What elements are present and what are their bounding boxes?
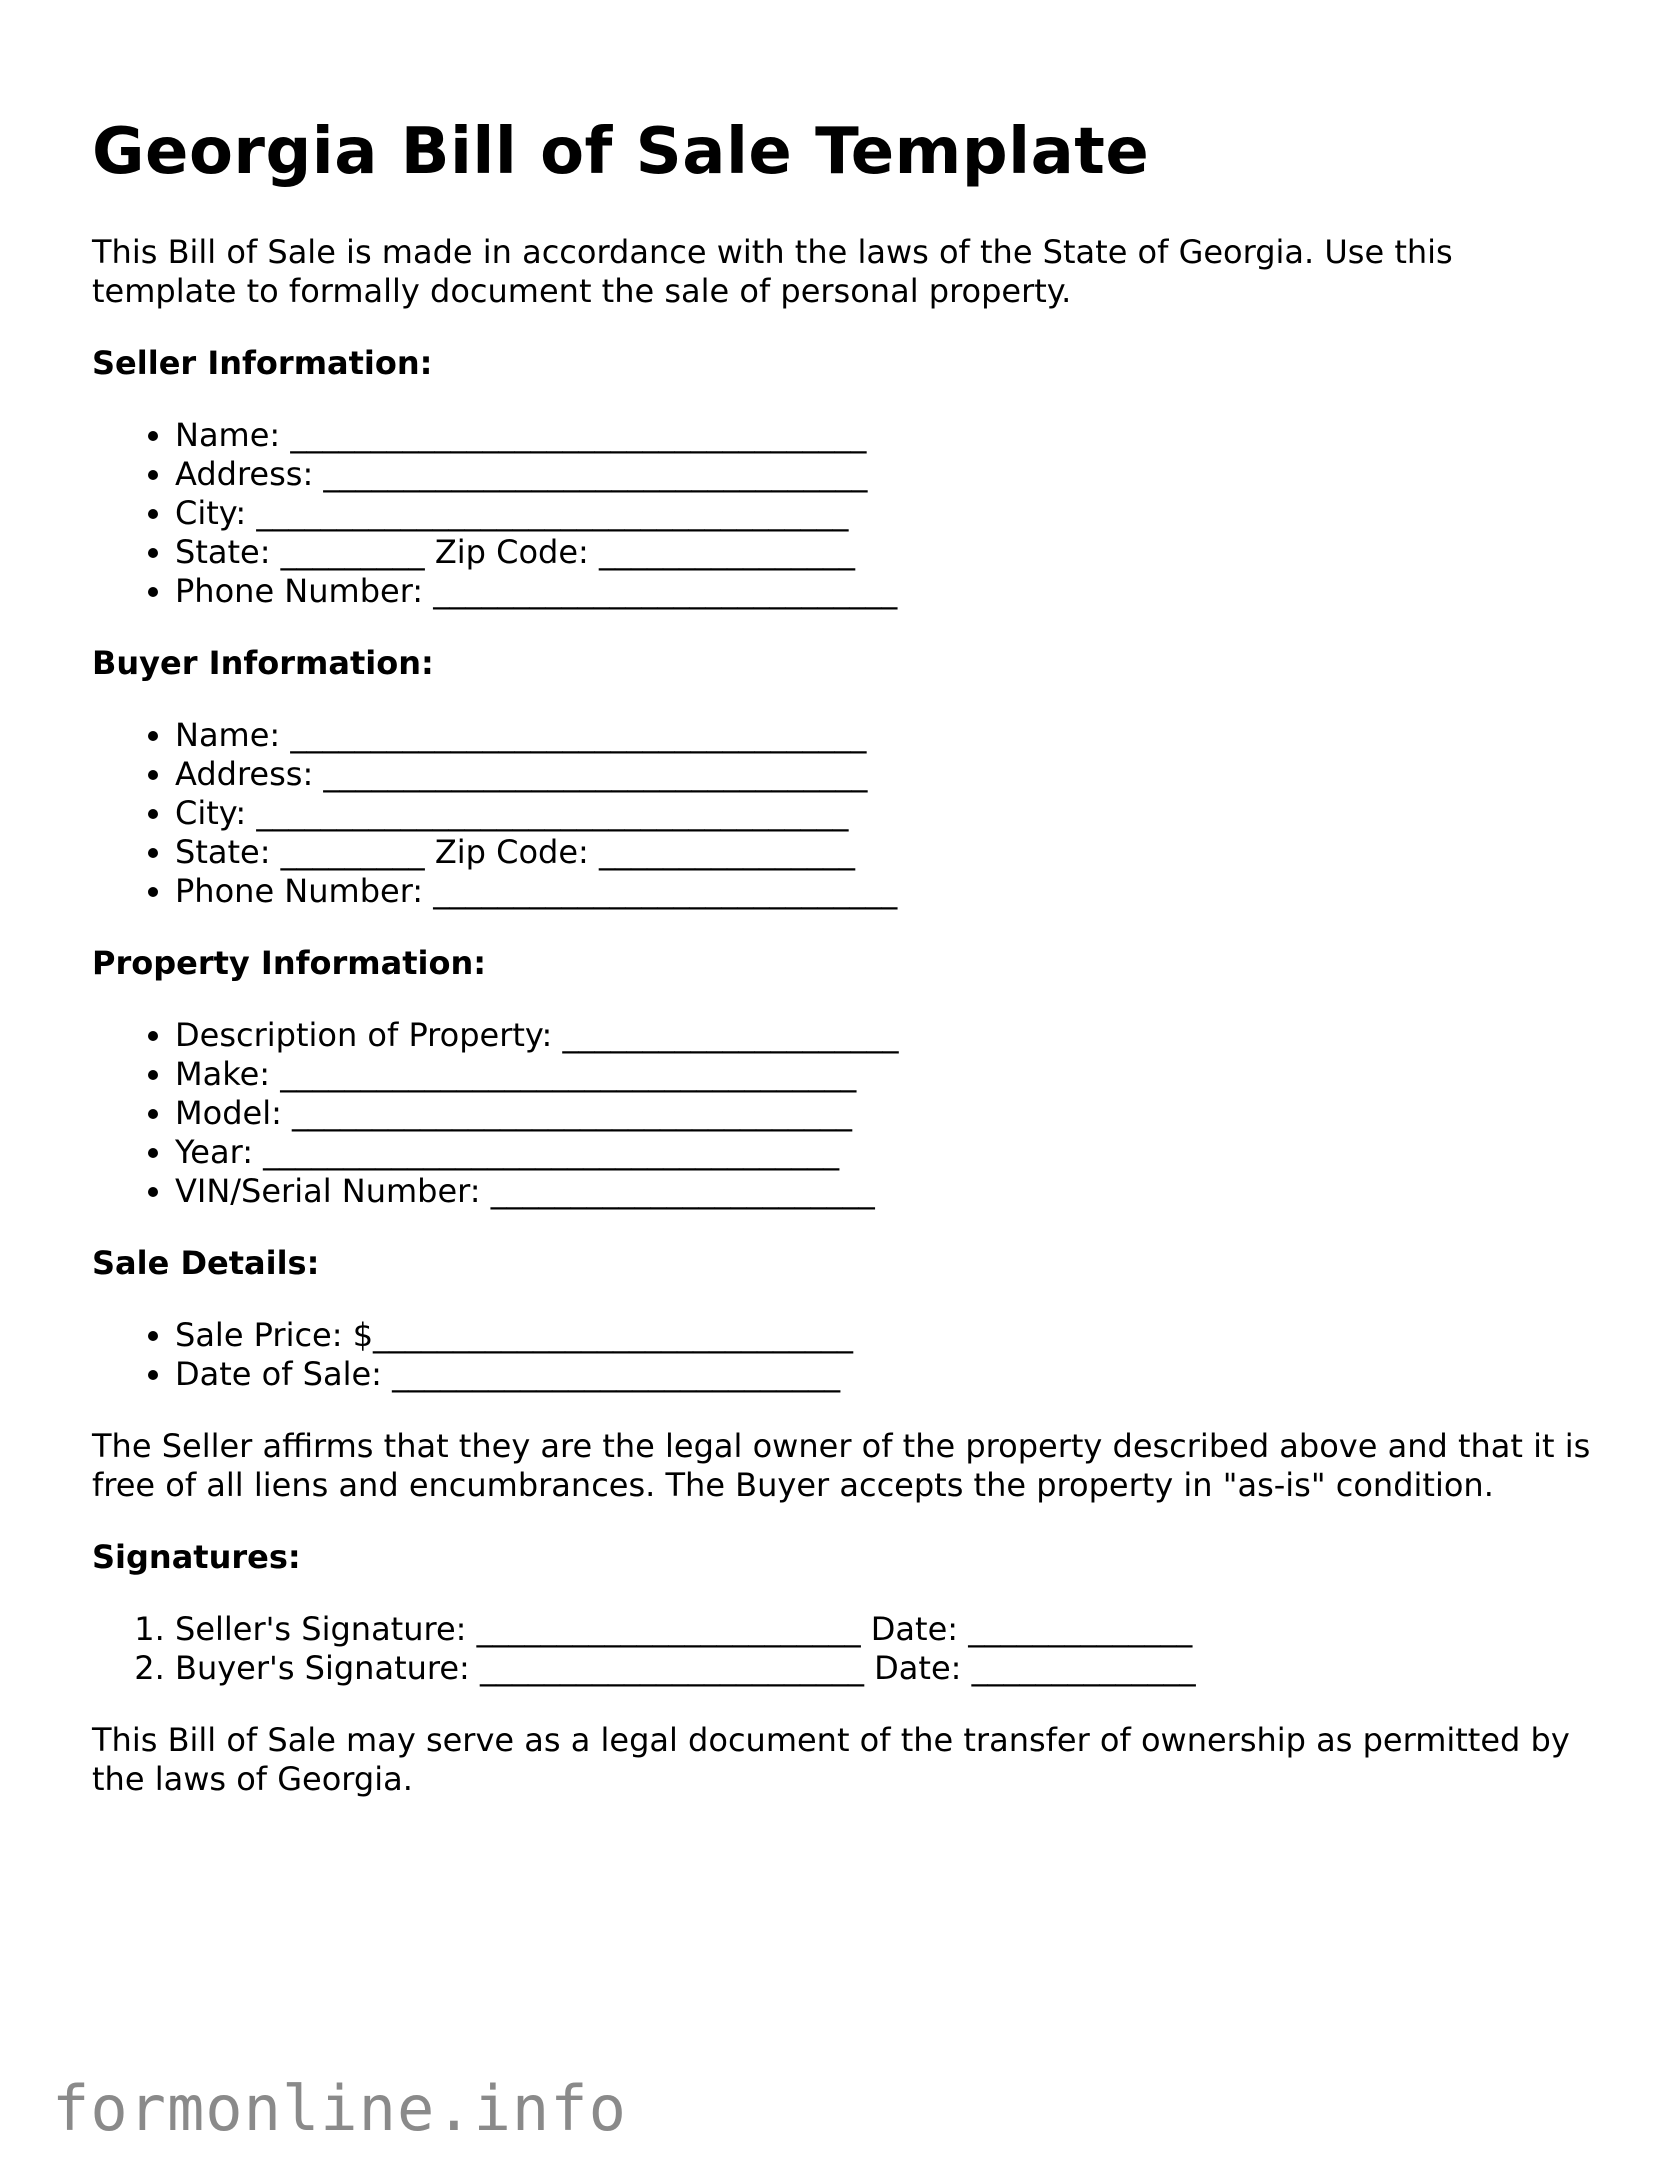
intro-paragraph: This Bill of Sale is made in accordance with the laws of the State of Georgia. Use this template to formally document the sale of personal property. [92, 232, 1453, 310]
property-list [92, 1016, 1592, 1211]
closing-paragraph: This Bill of Sale may serve as a legal document of the transfer of ownership as permitted by the laws of Georgia. [92, 1720, 1570, 1798]
buyer-name-field[interactable]: • Name: ____________________________________ [175, 716, 1592, 755]
buyer-heading: Buyer Information: [92, 643, 434, 682]
buyer-signature-field[interactable]: 2. Buyer's Signature: ________________________ Date: ______________ [175, 1649, 1592, 1688]
buyer-address-field[interactable]: • Address: __________________________________ [175, 755, 1592, 794]
seller-state-zip-field[interactable]: • State: _________ Zip Code: ________________ [175, 533, 1592, 572]
sale-date-field[interactable]: • Date of Sale: ____________________________ [175, 1355, 1592, 1394]
buyer-phone-field[interactable]: • Phone Number: _____________________________ [175, 872, 1592, 911]
document-title: Georgia Bill of Sale Template [92, 115, 1150, 189]
property-year-field[interactable]: • Year: ____________________________________ [175, 1133, 1592, 1172]
buyer-city-field[interactable]: • City: _____________________________________ [175, 794, 1592, 833]
sale-heading: Sale Details: [92, 1243, 320, 1282]
sale-price-field[interactable]: • Sale Price: $______________________________ [175, 1316, 1592, 1355]
property-vin-field[interactable]: • VIN/Serial Number: ________________________ [175, 1172, 1592, 1211]
seller-signature-field[interactable]: 1. Seller's Signature: ________________________ Date: ______________ [175, 1610, 1592, 1649]
signatures-list [92, 1610, 1592, 1688]
seller-list [92, 416, 1592, 611]
seller-phone-field[interactable]: • Phone Number: _____________________________ [175, 572, 1592, 611]
property-description-field[interactable]: • Description of Property: _____________________ [175, 1016, 1592, 1055]
signatures-heading: Signatures: [92, 1537, 301, 1576]
seller-heading: Seller Information: [92, 343, 433, 382]
document-page [92, 100, 1592, 1799]
affirmation-paragraph: The Seller affirms that they are the legal owner of the property described above and that it is free of all liens and encumbrances. The Buyer accepts the property in "as-is" condition. [92, 1426, 1591, 1504]
seller-name-field[interactable]: • Name: ____________________________________ [175, 416, 1592, 455]
buyer-list [92, 716, 1592, 911]
seller-address-field[interactable]: • Address: __________________________________ [175, 455, 1592, 494]
property-make-field[interactable]: • Make: ____________________________________ [175, 1055, 1592, 1094]
buyer-state-zip-field[interactable]: • State: _________ Zip Code: ________________ [175, 833, 1592, 872]
sale-list [92, 1316, 1592, 1394]
property-heading: Property Information: [92, 943, 487, 982]
seller-city-field[interactable]: • City: _____________________________________ [175, 494, 1592, 533]
property-model-field[interactable]: • Model: ___________________________________ [175, 1094, 1592, 1133]
watermark: formonline.info [52, 2072, 627, 2145]
